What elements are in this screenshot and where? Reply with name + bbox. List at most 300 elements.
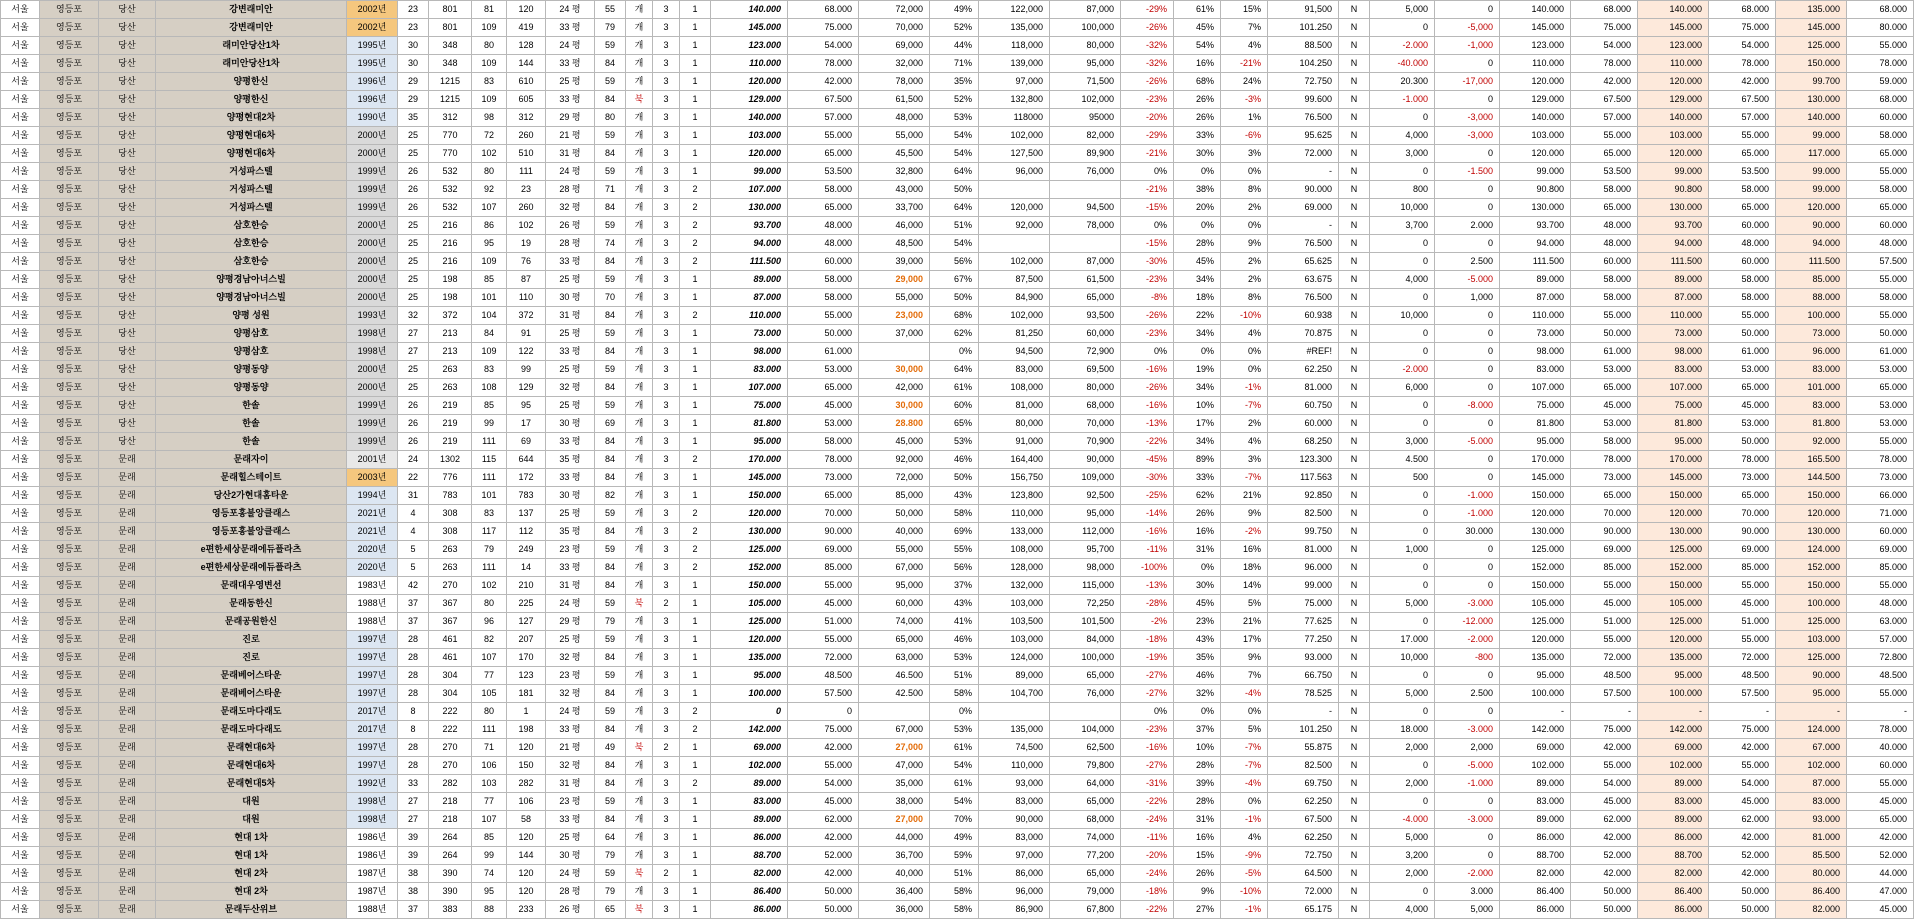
- cell-29[interactable]: 83.000: [1638, 793, 1709, 811]
- cell-31[interactable]: 125.000: [1776, 649, 1847, 667]
- cell-30[interactable]: 72.000: [1709, 649, 1776, 667]
- cell-11[interactable]: 개: [626, 307, 653, 325]
- cell-6[interactable]: 390: [429, 883, 472, 901]
- cell-16[interactable]: 40,000: [859, 865, 930, 883]
- cell-22[interactable]: -10%: [1221, 883, 1268, 901]
- cell-12[interactable]: 3: [653, 433, 680, 451]
- cell-7[interactable]: 102: [472, 145, 507, 163]
- cell-13[interactable]: 2: [680, 523, 711, 541]
- cell-14[interactable]: 83.000: [711, 361, 788, 379]
- cell-5[interactable]: 26: [398, 397, 429, 415]
- cell-25[interactable]: 0: [1370, 289, 1435, 307]
- cell-26[interactable]: 1,000: [1435, 289, 1500, 307]
- cell-8[interactable]: 1: [507, 703, 546, 721]
- cell-24[interactable]: N: [1339, 307, 1370, 325]
- cell-4[interactable]: 1995년: [347, 55, 398, 73]
- cell-8[interactable]: 312: [507, 109, 546, 127]
- cell-27[interactable]: 86.000: [1500, 901, 1571, 919]
- cell-20[interactable]: -21%: [1121, 145, 1174, 163]
- cell-21[interactable]: 28%: [1174, 793, 1221, 811]
- cell-6[interactable]: 222: [429, 721, 472, 739]
- cell-31[interactable]: 99.000: [1776, 181, 1847, 199]
- cell-22[interactable]: -7%: [1221, 469, 1268, 487]
- cell-30[interactable]: 58.000: [1709, 271, 1776, 289]
- cell-23[interactable]: 75.000: [1268, 595, 1339, 613]
- cell-15[interactable]: 53.500: [788, 163, 859, 181]
- cell-7[interactable]: 104: [472, 307, 507, 325]
- cell-19[interactable]: 76,000: [1050, 163, 1121, 181]
- cell-15[interactable]: 65.000: [788, 379, 859, 397]
- cell-24[interactable]: N: [1339, 1, 1370, 19]
- cell-30[interactable]: 55.000: [1709, 757, 1776, 775]
- cell-2[interactable]: 문래: [99, 649, 156, 667]
- cell-1[interactable]: 영등포: [40, 55, 99, 73]
- cell-18[interactable]: 103,000: [979, 595, 1050, 613]
- cell-23[interactable]: 104.250: [1268, 55, 1339, 73]
- cell-18[interactable]: 110,000: [979, 505, 1050, 523]
- cell-30[interactable]: 42.000: [1709, 865, 1776, 883]
- cell-31[interactable]: 90.000: [1776, 667, 1847, 685]
- cell-28[interactable]: 65.000: [1571, 145, 1638, 163]
- cell-25[interactable]: 17.000: [1370, 631, 1435, 649]
- table-row[interactable]: [1, 793, 1914, 811]
- cell-5[interactable]: 8: [398, 703, 429, 721]
- cell-10[interactable]: 49: [595, 739, 626, 757]
- cell-9[interactable]: 33 평: [546, 433, 595, 451]
- cell-26[interactable]: -8.000: [1435, 397, 1500, 415]
- cell-29[interactable]: 89.000: [1638, 775, 1709, 793]
- table-row[interactable]: [1, 865, 1914, 883]
- cell-28[interactable]: 70.000: [1571, 505, 1638, 523]
- cell-6[interactable]: 532: [429, 163, 472, 181]
- cell-28[interactable]: 78.000: [1571, 451, 1638, 469]
- cell-20[interactable]: -29%: [1121, 127, 1174, 145]
- cell-12[interactable]: 3: [653, 361, 680, 379]
- cell-26[interactable]: 2,000: [1435, 739, 1500, 757]
- cell-20[interactable]: -20%: [1121, 109, 1174, 127]
- cell-16[interactable]: 47,000: [859, 757, 930, 775]
- cell-20[interactable]: -16%: [1121, 361, 1174, 379]
- cell-10[interactable]: 59: [595, 73, 626, 91]
- cell-0[interactable]: 서울: [1, 469, 40, 487]
- cell-24[interactable]: N: [1339, 55, 1370, 73]
- cell-0[interactable]: 서울: [1, 631, 40, 649]
- cell-29[interactable]: 99.000: [1638, 163, 1709, 181]
- cell-15[interactable]: 45.000: [788, 793, 859, 811]
- cell-13[interactable]: 1: [680, 595, 711, 613]
- cell-8[interactable]: 19: [507, 235, 546, 253]
- cell-1[interactable]: 영등포: [40, 361, 99, 379]
- cell-1[interactable]: 영등포: [40, 289, 99, 307]
- cell-17[interactable]: 49%: [930, 829, 979, 847]
- cell-22[interactable]: 1%: [1221, 109, 1268, 127]
- cell-17[interactable]: 0%: [930, 343, 979, 361]
- cell-3[interactable]: 양평동양: [156, 379, 347, 397]
- cell-5[interactable]: 42: [398, 577, 429, 595]
- cell-14[interactable]: 89.000: [711, 775, 788, 793]
- cell-30[interactable]: 90.000: [1709, 523, 1776, 541]
- cell-22[interactable]: -4%: [1221, 775, 1268, 793]
- cell-1[interactable]: 영등포: [40, 613, 99, 631]
- cell-3[interactable]: 영등포홍불앙클래스: [156, 505, 347, 523]
- cell-14[interactable]: 145.000: [711, 469, 788, 487]
- cell-1[interactable]: 영등포: [40, 829, 99, 847]
- cell-17[interactable]: 68%: [930, 307, 979, 325]
- cell-24[interactable]: N: [1339, 37, 1370, 55]
- cell-26[interactable]: -1.000: [1435, 487, 1500, 505]
- cell-29[interactable]: 107.000: [1638, 379, 1709, 397]
- cell-31[interactable]: 82.000: [1776, 901, 1847, 919]
- cell-8[interactable]: 144: [507, 55, 546, 73]
- cell-28[interactable]: 65.000: [1571, 379, 1638, 397]
- table-row[interactable]: [1, 523, 1914, 541]
- cell-29[interactable]: 140.000: [1638, 109, 1709, 127]
- cell-0[interactable]: 서울: [1, 487, 40, 505]
- cell-28[interactable]: 69.000: [1571, 541, 1638, 559]
- cell-25[interactable]: 6,000: [1370, 379, 1435, 397]
- cell-3[interactable]: 거성파스텔: [156, 199, 347, 217]
- cell-2[interactable]: 문래: [99, 829, 156, 847]
- cell-25[interactable]: -2.000: [1370, 37, 1435, 55]
- cell-9[interactable]: 26 평: [546, 901, 595, 919]
- cell-26[interactable]: -5.000: [1435, 271, 1500, 289]
- cell-29[interactable]: 142.000: [1638, 721, 1709, 739]
- cell-31[interactable]: 81.800: [1776, 415, 1847, 433]
- cell-14[interactable]: 86.000: [711, 829, 788, 847]
- cell-17[interactable]: 64%: [930, 163, 979, 181]
- cell-4[interactable]: 2000년: [347, 379, 398, 397]
- cell-7[interactable]: 83: [472, 73, 507, 91]
- cell-26[interactable]: 0: [1435, 577, 1500, 595]
- cell-9[interactable]: 31 평: [546, 145, 595, 163]
- cell-31[interactable]: 103.000: [1776, 631, 1847, 649]
- cell-26[interactable]: 0: [1435, 1, 1500, 19]
- cell-18[interactable]: 80,000: [979, 415, 1050, 433]
- cell-18[interactable]: 135,000: [979, 19, 1050, 37]
- cell-29[interactable]: 150.000: [1638, 487, 1709, 505]
- cell-10[interactable]: 55: [595, 1, 626, 19]
- cell-12[interactable]: 3: [653, 451, 680, 469]
- cell-15[interactable]: 55.000: [788, 577, 859, 595]
- cell-18[interactable]: 132,800: [979, 91, 1050, 109]
- cell-11[interactable]: 개: [626, 829, 653, 847]
- cell-26[interactable]: 0: [1435, 91, 1500, 109]
- cell-20[interactable]: -28%: [1121, 595, 1174, 613]
- cell-2[interactable]: 당산: [99, 415, 156, 433]
- cell-16[interactable]: 48,500: [859, 235, 930, 253]
- cell-30[interactable]: 57.500: [1709, 685, 1776, 703]
- table-row[interactable]: [1, 1, 1914, 19]
- cell-26[interactable]: 0: [1435, 145, 1500, 163]
- cell-15[interactable]: 42.000: [788, 829, 859, 847]
- cell-2[interactable]: 당산: [99, 343, 156, 361]
- cell-7[interactable]: 109: [472, 19, 507, 37]
- cell-16[interactable]: 35,000: [859, 775, 930, 793]
- cell-20[interactable]: -25%: [1121, 487, 1174, 505]
- cell-30[interactable]: 75.000: [1709, 19, 1776, 37]
- cell-27[interactable]: 120.000: [1500, 73, 1571, 91]
- cell-12[interactable]: 3: [653, 847, 680, 865]
- cell-30[interactable]: 60.000: [1709, 253, 1776, 271]
- cell-23[interactable]: 101.250: [1268, 19, 1339, 37]
- cell-7[interactable]: 111: [472, 559, 507, 577]
- cell-28[interactable]: 90.000: [1571, 523, 1638, 541]
- cell-32[interactable]: 45.000: [1847, 793, 1914, 811]
- cell-27[interactable]: 107.000: [1500, 379, 1571, 397]
- cell-2[interactable]: 문래: [99, 451, 156, 469]
- cell-4[interactable]: 1997년: [347, 739, 398, 757]
- cell-24[interactable]: N: [1339, 73, 1370, 91]
- cell-12[interactable]: 3: [653, 19, 680, 37]
- cell-2[interactable]: 당산: [99, 199, 156, 217]
- cell-18[interactable]: 118000: [979, 109, 1050, 127]
- cell-8[interactable]: 419: [507, 19, 546, 37]
- cell-32[interactable]: 57.000: [1847, 631, 1914, 649]
- cell-30[interactable]: 52.000: [1709, 847, 1776, 865]
- cell-15[interactable]: 45.000: [788, 595, 859, 613]
- cell-18[interactable]: 139,000: [979, 55, 1050, 73]
- cell-7[interactable]: 115: [472, 451, 507, 469]
- cell-3[interactable]: 양평삼호: [156, 325, 347, 343]
- cell-10[interactable]: 84: [595, 775, 626, 793]
- cell-17[interactable]: 61%: [930, 379, 979, 397]
- cell-28[interactable]: 85.000: [1571, 559, 1638, 577]
- cell-4[interactable]: 1983년: [347, 577, 398, 595]
- cell-7[interactable]: 108: [472, 379, 507, 397]
- cell-29[interactable]: 103.000: [1638, 127, 1709, 145]
- cell-17[interactable]: 53%: [930, 109, 979, 127]
- cell-15[interactable]: 48.500: [788, 667, 859, 685]
- cell-17[interactable]: 41%: [930, 613, 979, 631]
- cell-28[interactable]: 61.000: [1571, 343, 1638, 361]
- cell-23[interactable]: 66.750: [1268, 667, 1339, 685]
- cell-18[interactable]: 74,500: [979, 739, 1050, 757]
- cell-9[interactable]: 28 평: [546, 883, 595, 901]
- cell-14[interactable]: 86.000: [711, 901, 788, 919]
- cell-0[interactable]: 서울: [1, 685, 40, 703]
- cell-18[interactable]: 122,000: [979, 1, 1050, 19]
- cell-6[interactable]: 783: [429, 487, 472, 505]
- cell-5[interactable]: 37: [398, 901, 429, 919]
- cell-19[interactable]: 104,000: [1050, 721, 1121, 739]
- cell-21[interactable]: 43%: [1174, 631, 1221, 649]
- cell-2[interactable]: 문래: [99, 577, 156, 595]
- cell-2[interactable]: 문래: [99, 613, 156, 631]
- cell-3[interactable]: 양평현대2차: [156, 109, 347, 127]
- cell-19[interactable]: 67,800: [1050, 901, 1121, 919]
- cell-31[interactable]: 100.000: [1776, 595, 1847, 613]
- cell-25[interactable]: 4,000: [1370, 901, 1435, 919]
- cell-23[interactable]: 90.000: [1268, 181, 1339, 199]
- cell-23[interactable]: 99.000: [1268, 577, 1339, 595]
- cell-21[interactable]: 32%: [1174, 685, 1221, 703]
- cell-26[interactable]: 0: [1435, 181, 1500, 199]
- cell-1[interactable]: 영등포: [40, 235, 99, 253]
- cell-7[interactable]: 80: [472, 595, 507, 613]
- cell-6[interactable]: 308: [429, 505, 472, 523]
- cell-19[interactable]: 80,000: [1050, 379, 1121, 397]
- cell-2[interactable]: 문래: [99, 883, 156, 901]
- cell-23[interactable]: 69.000: [1268, 199, 1339, 217]
- cell-28[interactable]: 48.000: [1571, 235, 1638, 253]
- cell-32[interactable]: 69.000: [1847, 541, 1914, 559]
- cell-8[interactable]: 510: [507, 145, 546, 163]
- cell-21[interactable]: 35%: [1174, 649, 1221, 667]
- cell-28[interactable]: 53.000: [1571, 361, 1638, 379]
- cell-11[interactable]: 개: [626, 289, 653, 307]
- cell-1[interactable]: 영등포: [40, 505, 99, 523]
- cell-32[interactable]: 57.500: [1847, 253, 1914, 271]
- cell-28[interactable]: 42.000: [1571, 73, 1638, 91]
- cell-6[interactable]: 263: [429, 361, 472, 379]
- cell-31[interactable]: 150.000: [1776, 487, 1847, 505]
- cell-12[interactable]: 3: [653, 757, 680, 775]
- cell-13[interactable]: 1: [680, 613, 711, 631]
- cell-28[interactable]: 73.000: [1571, 469, 1638, 487]
- cell-14[interactable]: 145.000: [711, 19, 788, 37]
- cell-1[interactable]: 영등포: [40, 901, 99, 919]
- cell-32[interactable]: 68.000: [1847, 91, 1914, 109]
- cell-12[interactable]: 3: [653, 217, 680, 235]
- cell-12[interactable]: 3: [653, 181, 680, 199]
- cell-13[interactable]: 1: [680, 1, 711, 19]
- cell-11[interactable]: 개: [626, 1, 653, 19]
- cell-29[interactable]: 140.000: [1638, 1, 1709, 19]
- cell-0[interactable]: 서울: [1, 901, 40, 919]
- cell-31[interactable]: 140.000: [1776, 109, 1847, 127]
- cell-18[interactable]: 156,750: [979, 469, 1050, 487]
- cell-21[interactable]: 0%: [1174, 559, 1221, 577]
- cell-28[interactable]: 45.000: [1571, 793, 1638, 811]
- cell-2[interactable]: 당산: [99, 145, 156, 163]
- cell-9[interactable]: 33 평: [546, 811, 595, 829]
- cell-23[interactable]: 68.250: [1268, 433, 1339, 451]
- cell-1[interactable]: 영등포: [40, 37, 99, 55]
- cell-22[interactable]: 0%: [1221, 703, 1268, 721]
- cell-3[interactable]: 당산2가현대홈타운: [156, 487, 347, 505]
- cell-22[interactable]: -4%: [1221, 685, 1268, 703]
- cell-8[interactable]: 644: [507, 451, 546, 469]
- cell-31[interactable]: 96.000: [1776, 343, 1847, 361]
- cell-21[interactable]: 17%: [1174, 415, 1221, 433]
- cell-26[interactable]: 0: [1435, 451, 1500, 469]
- cell-4[interactable]: 1986년: [347, 829, 398, 847]
- cell-0[interactable]: 서울: [1, 577, 40, 595]
- cell-22[interactable]: -3%: [1221, 91, 1268, 109]
- cell-24[interactable]: N: [1339, 757, 1370, 775]
- cell-32[interactable]: 61.000: [1847, 343, 1914, 361]
- cell-13[interactable]: 1: [680, 847, 711, 865]
- cell-27[interactable]: 89.000: [1500, 775, 1571, 793]
- cell-14[interactable]: 120.000: [711, 505, 788, 523]
- cell-18[interactable]: 81,250: [979, 325, 1050, 343]
- cell-8[interactable]: 69: [507, 433, 546, 451]
- cell-13[interactable]: 1: [680, 343, 711, 361]
- cell-3[interactable]: 문래도마다래도: [156, 721, 347, 739]
- cell-12[interactable]: 3: [653, 73, 680, 91]
- cell-32[interactable]: 52.000: [1847, 847, 1914, 865]
- cell-7[interactable]: 117: [472, 523, 507, 541]
- cell-16[interactable]: 38,000: [859, 793, 930, 811]
- cell-32[interactable]: 78.000: [1847, 451, 1914, 469]
- cell-31[interactable]: 93.000: [1776, 811, 1847, 829]
- table-row[interactable]: [1, 829, 1914, 847]
- cell-8[interactable]: 14: [507, 559, 546, 577]
- cell-4[interactable]: 1999년: [347, 181, 398, 199]
- cell-10[interactable]: 59: [595, 631, 626, 649]
- cell-13[interactable]: 1: [680, 577, 711, 595]
- cell-6[interactable]: 222: [429, 703, 472, 721]
- table-row[interactable]: [1, 811, 1914, 829]
- cell-27[interactable]: 130.000: [1500, 199, 1571, 217]
- cell-23[interactable]: 72.750: [1268, 847, 1339, 865]
- cell-3[interactable]: e편한세상문래에듀플라츠: [156, 559, 347, 577]
- cell-31[interactable]: 85.500: [1776, 847, 1847, 865]
- cell-13[interactable]: 1: [680, 883, 711, 901]
- cell-13[interactable]: 1: [680, 631, 711, 649]
- cell-17[interactable]: 54%: [930, 235, 979, 253]
- cell-4[interactable]: 2000년: [347, 235, 398, 253]
- cell-0[interactable]: 서울: [1, 757, 40, 775]
- cell-5[interactable]: 8: [398, 721, 429, 739]
- cell-8[interactable]: 122: [507, 343, 546, 361]
- cell-11[interactable]: 개: [626, 433, 653, 451]
- table-row[interactable]: [1, 649, 1914, 667]
- cell-10[interactable]: 59: [595, 703, 626, 721]
- cell-23[interactable]: 78.525: [1268, 685, 1339, 703]
- cell-11[interactable]: 개: [626, 469, 653, 487]
- cell-27[interactable]: 125.000: [1500, 613, 1571, 631]
- table-row[interactable]: [1, 505, 1914, 523]
- cell-14[interactable]: 111.500: [711, 253, 788, 271]
- cell-15[interactable]: 73.000: [788, 469, 859, 487]
- table-row[interactable]: [1, 469, 1914, 487]
- cell-14[interactable]: 125.000: [711, 541, 788, 559]
- cell-3[interactable]: 양평 성원: [156, 307, 347, 325]
- cell-29[interactable]: 123.000: [1638, 37, 1709, 55]
- cell-30[interactable]: 48.500: [1709, 667, 1776, 685]
- cell-32[interactable]: 55.000: [1847, 577, 1914, 595]
- cell-24[interactable]: N: [1339, 145, 1370, 163]
- cell-27[interactable]: 135.000: [1500, 649, 1571, 667]
- cell-6[interactable]: 532: [429, 181, 472, 199]
- cell-21[interactable]: 34%: [1174, 433, 1221, 451]
- cell-22[interactable]: 21%: [1221, 487, 1268, 505]
- cell-5[interactable]: 27: [398, 325, 429, 343]
- cell-32[interactable]: 48.000: [1847, 235, 1914, 253]
- cell-4[interactable]: 2000년: [347, 271, 398, 289]
- cell-1[interactable]: 영등포: [40, 757, 99, 775]
- cell-18[interactable]: 123,800: [979, 487, 1050, 505]
- cell-32[interactable]: 65.000: [1847, 379, 1914, 397]
- cell-6[interactable]: 198: [429, 271, 472, 289]
- cell-14[interactable]: 107.000: [711, 379, 788, 397]
- cell-11[interactable]: 개: [626, 703, 653, 721]
- cell-14[interactable]: 75.000: [711, 397, 788, 415]
- cell-27[interactable]: 89.000: [1500, 811, 1571, 829]
- cell-23[interactable]: 93.000: [1268, 649, 1339, 667]
- cell-20[interactable]: -26%: [1121, 307, 1174, 325]
- cell-19[interactable]: 95,700: [1050, 541, 1121, 559]
- cell-17[interactable]: 52%: [930, 91, 979, 109]
- cell-24[interactable]: N: [1339, 199, 1370, 217]
- cell-29[interactable]: 95.000: [1638, 667, 1709, 685]
- cell-0[interactable]: 서울: [1, 451, 40, 469]
- cell-25[interactable]: -1.000: [1370, 91, 1435, 109]
- cell-1[interactable]: 영등포: [40, 397, 99, 415]
- cell-29[interactable]: 82.000: [1638, 865, 1709, 883]
- cell-5[interactable]: 39: [398, 847, 429, 865]
